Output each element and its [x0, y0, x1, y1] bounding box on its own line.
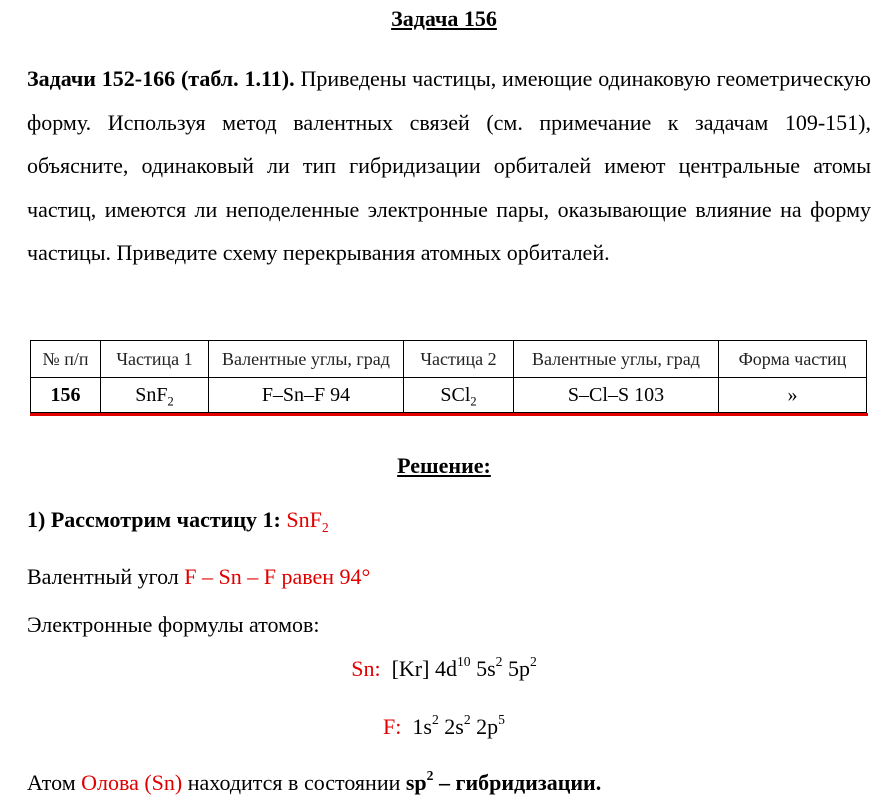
sn-label: Sn:	[351, 656, 381, 681]
step-1-label: 1) Рассмотрим частицу 1:	[27, 507, 281, 532]
solution-title: Решение:	[397, 453, 491, 478]
table-header-cell: Форма частиц	[719, 341, 867, 378]
table-header-row	[31, 341, 867, 378]
table-header-cell: Валентные углы, град	[209, 341, 404, 378]
angle-2-cell: S–Cl–S 103	[514, 378, 719, 413]
row-number: 156	[31, 378, 101, 413]
table-red-underline	[30, 413, 868, 416]
table-header-cell: Валентные углы, град	[514, 341, 719, 378]
f-label: F:	[383, 714, 402, 739]
f-electron-config: F: $1s^2$ $2s^2$ $2p^5$	[383, 711, 505, 739]
bond-angle-line: Валентный угол F – Sn – F равен 94°	[27, 564, 371, 589]
bond-angle-value: F – Sn – F равен 94°	[184, 564, 371, 589]
problem-lead: Задачи 152-166 (табл. 1.11).	[27, 66, 295, 91]
table-row	[31, 378, 867, 413]
problem-body: Приведены частицы, имеющие одинаковую геометрическую форму. Используя метод валентных связей (см. примечание к задачам 109-151), объясните, одинаковый ли тип гибридизации орбиталей имеют центральные атомы частиц, имеются ли неподеленные электронные пары, оказывающие влияние на форму частицы. Приведите схему перекрывания атомных орбиталей.	[27, 66, 871, 265]
sn-electron-config: Sn: [Kr] $4d^{10}$ $5s^2$ $5p^2$	[351, 653, 537, 681]
shape-cell: »	[719, 378, 867, 413]
step-1-formula: SnF$_2$	[286, 507, 329, 535]
atom-name: Олова (Sn)	[81, 770, 183, 795]
task-title: Задача 156	[391, 6, 497, 31]
problem-statement	[27, 57, 871, 275]
table-header-cell: № п/п	[31, 341, 101, 378]
step-1-heading	[27, 507, 329, 533]
angle-1-cell: F–Sn–F 94	[209, 378, 404, 413]
hybridization-state-line: Атом Олова (Sn) находится в состоянии $sp^2$ – гибридизации.	[27, 767, 602, 795]
table-header-cell: Частица 2	[404, 341, 514, 378]
data-table	[30, 340, 867, 413]
electron-config-title: Электронные формулы атомов:	[27, 612, 320, 637]
table-header-cell: Частица 1	[101, 341, 209, 378]
hybridization-type: $sp^2$ – гибридизации.	[405, 767, 602, 795]
particle-2-cell: SCl$_2$	[404, 378, 514, 413]
particle-1-cell: SnF$_2$	[101, 378, 209, 413]
